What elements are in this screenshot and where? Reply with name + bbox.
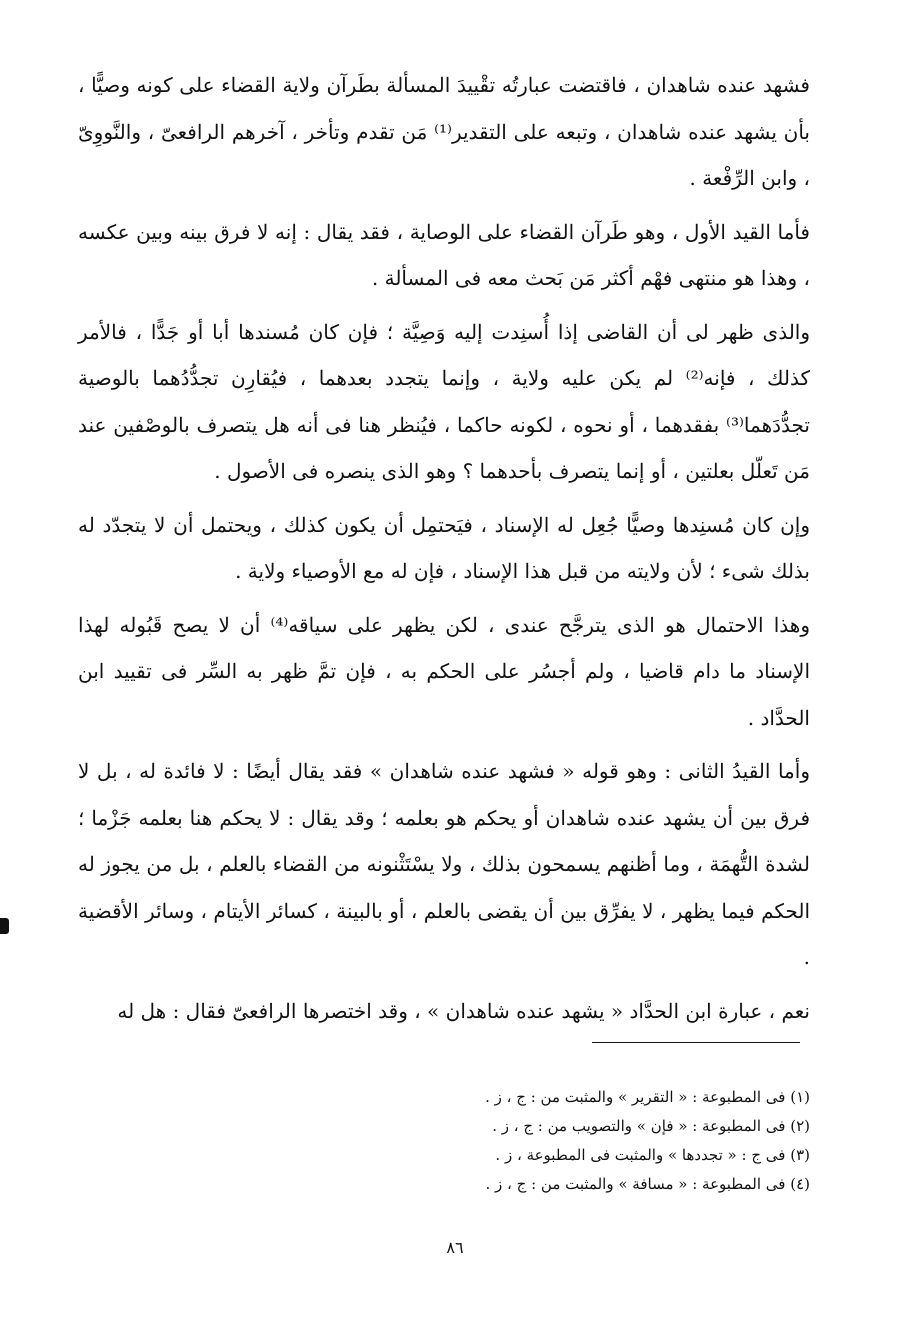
paragraph-3: والذى ظهر لى أن القاضى إذا أُسنِدت إليه وَصِيَّة ؛ فإن كان مُسندها أبا أو جَدًّا ، فالأمر كذلك ، فإنه⁽²⁾ لم يكن عليه ولاية ، وإنما يتجدد بعدهما ، فيُقارِن تجدُّدُهما بالوصية تجدُّدَهما⁽³⁾ بفقدهما ، أو نحوه ، لكونه حاكما ، فيُنظر هنا فى أنه هل يتصرف بالوصْفين عند مَن تَعلّل بعلتين ، أو إنما يتصرف بأحدهما ؟ وهو الذى ينصره فى الأصول . bbox=[78, 319, 810, 483]
paragraph-1: فشهد عنده شاهدان ، فاقتضت عبارتُه تقْييدَ المسألة بطَرآن ولاية القضاء على كونه وصيًّا ، بأن يشهد عنده شاهدان ، وتبعه على التقدير⁽¹⁾ مَن تقدم وتأخر ، آخرهم الرافعىّ ، والنَّووِىّ ، وابن الرِّفْعة . bbox=[78, 73, 810, 190]
paragraph-5: وهذا الاحتمال هو الذى يترجَّح عندى ، لكن يظهر على سياقه⁽⁴⁾ أن لا يصح قَبُوله لهذا الإسناد ما دام قاضيا ، ولم أجسُر على الحكم به ، فإن تمَّ ظهر به السِّر فى تقييد ابن الحدَّاد . bbox=[78, 612, 811, 730]
page-number: ٨٦ bbox=[446, 1238, 464, 1257]
footnote-3: (٣) فى ج : « تجددها » والمثبت فى المطبوعة ، ز . bbox=[495, 1146, 810, 1164]
footnote-4: (٤) فى المطبوعة : « مسافة » والمثبت من : ج ، ز . bbox=[485, 1175, 810, 1193]
footnote-2: (٢) فى المطبوعة : « فإن » والتصويب من : ج ، ز . bbox=[492, 1117, 810, 1135]
paragraph-6: وأما القيدُ الثانى : وهو قوله « فشهد عنده شاهدان » فقد يقال أيضًا : لا فائدة له ، بل لا فرق بين أن يشهد عنده شاهدان أو يحكم هو بعلمه ؛ وقد يقال : لا يحكم هنا بعلمه جَزْما ؛ لشدة التُّهمَة ، وما أظنهم يسمحون بذلك ، ولا يسْتَثْنونه من القضاء بالعلم ، بل من يجوز له الحكم فيما يظهر ، لا يفرِّق بين أن يقضى بالعلم ، أو بالبينة ، كسائر الأيتام ، وسائر الأقضية . bbox=[78, 759, 810, 969]
footnotes bbox=[310, 1083, 810, 1199]
main-text bbox=[78, 62, 810, 1041]
paragraph-4: وإن كان مُسنِدها وصيًّا جُعِل له الإسناد ، فيَحتمِل أن يكون كذلك ، ويحتمل أن لا يتجدّد له بذلك شىء ؛ لأن ولايته من قبل هذا الإسناد ، فإن له مع الأوصياء ولاية . bbox=[78, 512, 810, 583]
footnote-1: (١) فى المطبوعة : « التقرير » والمثبت من : ج ، ز . bbox=[485, 1088, 810, 1106]
paragraph-2: فأما القيد الأول ، وهو طَرآن القضاء على الوصاية ، فقد يقال : إنه لا فرق بينه وبين عكسه ، وهذا هو منتهى فهْم أكثر مَن بَحث معه فى المسألة . bbox=[78, 219, 810, 290]
footnote-divider bbox=[592, 1042, 800, 1043]
paragraph-7: نعم ، عبارة ابن الحدَّاد « يشهد عنده شاهدان » ، وقد اختصرها الرافعىّ فقال : هل له bbox=[117, 998, 810, 1023]
margin-mark bbox=[0, 918, 9, 934]
